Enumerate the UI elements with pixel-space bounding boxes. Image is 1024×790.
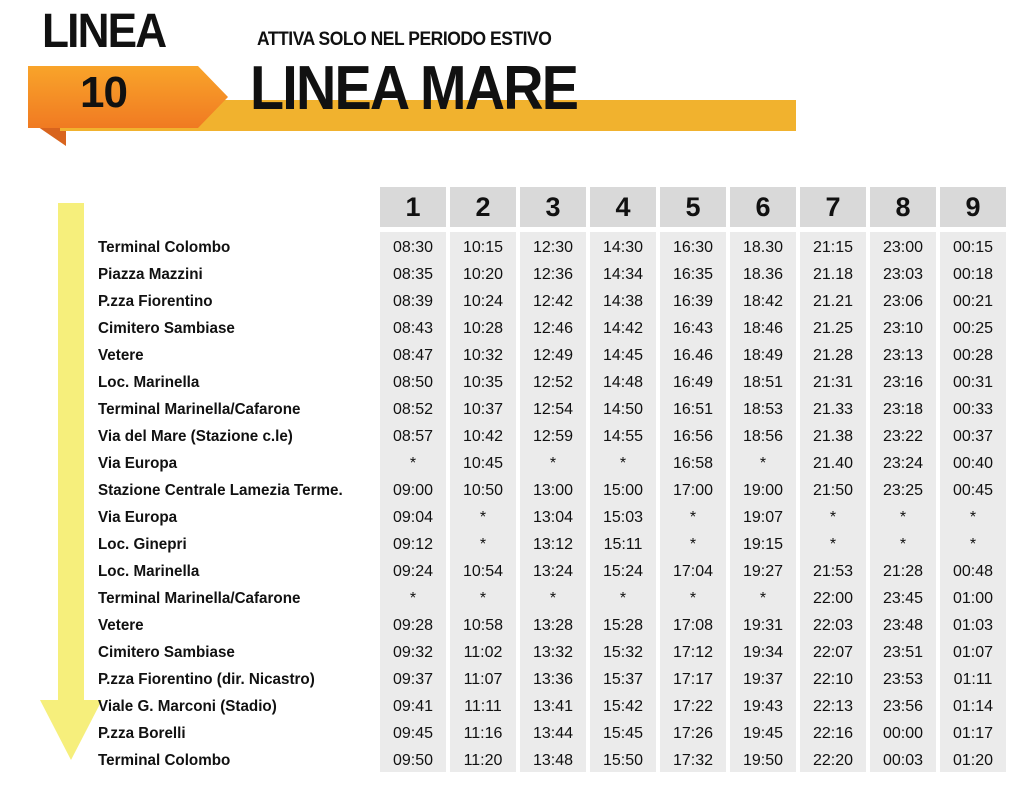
stop-name: Loc. Ginepri (98, 536, 187, 553)
time-cell: 21.40 (812, 455, 854, 472)
time-cell: 00:33 (952, 401, 994, 418)
time-cell: 15:37 (602, 671, 644, 688)
time-cell: 08:57 (392, 428, 434, 445)
time-cell: 09:32 (392, 644, 434, 661)
time-cell: 23:16 (882, 374, 924, 391)
time-cell: 18:42 (742, 293, 784, 310)
time-cell: * (409, 455, 417, 472)
time-cell: 19:50 (742, 752, 784, 769)
time-cell: 19:43 (742, 698, 784, 715)
time-cell: 15:03 (602, 509, 644, 526)
time-cell: 14:50 (602, 401, 644, 418)
time-cell: 13:04 (532, 509, 574, 526)
run-number: 1 (380, 187, 446, 227)
time-cell: 12:42 (532, 293, 574, 310)
time-cell: 18:51 (742, 374, 784, 391)
time-cell: 00:25 (952, 320, 994, 337)
time-cell: 22:10 (812, 671, 854, 688)
time-cell: 18.36 (742, 266, 784, 283)
time-cell: * (759, 455, 767, 472)
run-number: 8 (870, 187, 936, 227)
run-column (800, 187, 866, 772)
time-cell: 15:45 (602, 725, 644, 742)
time-cell: 13:12 (532, 536, 574, 553)
time-cell: 01:14 (952, 698, 994, 715)
time-cell: 21.28 (812, 347, 854, 364)
time-cell: 21:31 (812, 374, 854, 391)
time-cell: 21.18 (812, 266, 854, 283)
time-cell: * (899, 509, 907, 526)
time-cell: 08:50 (392, 374, 434, 391)
time-cell: 17:26 (672, 725, 714, 742)
time-cell: 19:34 (742, 644, 784, 661)
time-cell: 12:52 (532, 374, 574, 391)
run-number: 2 (450, 187, 516, 227)
stop-name: Via del Mare (Stazione c.le) (98, 428, 293, 445)
stop-name: Cimitero Sambiase (98, 320, 235, 337)
time-cell: 22:03 (812, 617, 854, 634)
time-cell: 15:24 (602, 563, 644, 580)
time-cell: 11:11 (464, 698, 502, 715)
time-cell: 14:30 (602, 239, 644, 256)
time-cell: 10:37 (462, 401, 504, 418)
time-cell: 15:50 (602, 752, 644, 769)
time-cell: 15:42 (602, 698, 644, 715)
time-cell: 10:15 (462, 239, 504, 256)
time-cell: 18:49 (742, 347, 784, 364)
time-cell: * (619, 590, 627, 607)
time-cell: 22:13 (812, 698, 854, 715)
time-cell: 11:20 (463, 752, 503, 769)
time-cell: 01:17 (952, 725, 994, 742)
time-cell: 09:12 (392, 536, 434, 553)
time-cell: 16:39 (672, 293, 714, 310)
direction-arrowhead-icon (40, 700, 102, 760)
run-times (730, 232, 796, 772)
run-column (380, 187, 446, 772)
stop-name: P.zza Fiorentino (dir. Nicastro) (98, 671, 315, 688)
time-cell: 10:20 (462, 266, 504, 283)
time-cell: 16:30 (672, 239, 714, 256)
linea-label: LINEA (42, 5, 166, 58)
time-cell: 17:08 (672, 617, 714, 634)
time-cell: 16:58 (672, 455, 714, 472)
stop-name: Terminal Colombo (98, 752, 231, 769)
time-cell: * (409, 590, 417, 607)
time-cell: 19:27 (742, 563, 784, 580)
time-cell: 00:28 (952, 347, 994, 364)
time-cell: 16:51 (672, 401, 714, 418)
time-cell: 16:43 (672, 320, 714, 337)
time-cell: 10:32 (462, 347, 504, 364)
time-cell: 17:17 (672, 671, 714, 688)
time-cell: 10:28 (462, 320, 504, 337)
time-cell: 01:00 (952, 590, 994, 607)
time-cell: 08:47 (392, 347, 434, 364)
line-number-ribbon (28, 66, 228, 128)
time-cell: 00:21 (952, 293, 994, 310)
time-cell: 11:16 (463, 725, 503, 742)
time-cell: 16.46 (672, 347, 714, 364)
time-cell: * (479, 590, 487, 607)
time-cell: 21:53 (812, 563, 854, 580)
time-cell: 19:15 (742, 536, 784, 553)
time-cell: 18.30 (742, 239, 784, 256)
time-cell: 08:39 (392, 293, 434, 310)
time-cell: 01:03 (952, 617, 994, 634)
time-cell: 08:30 (392, 239, 434, 256)
time-cell: 10:50 (462, 482, 504, 499)
time-cell: 18:53 (742, 401, 784, 418)
time-cell: 23:56 (882, 698, 924, 715)
time-cell: 12:54 (532, 401, 574, 418)
stop-name: Terminal Marinella/Cafarone (98, 401, 301, 418)
time-cell: 13:48 (532, 752, 574, 769)
time-cell: 23:53 (882, 671, 924, 688)
time-cell: 23:03 (882, 266, 924, 283)
time-cell: 12:59 (532, 428, 574, 445)
time-cell: 19:31 (742, 617, 784, 634)
time-cell: 22:16 (812, 725, 854, 742)
time-cell: 11:02 (463, 644, 503, 661)
stop-name: Stazione Centrale Lamezia Terme. (98, 482, 343, 499)
time-cell: 19:07 (742, 509, 784, 526)
time-cell: 00:31 (952, 374, 994, 391)
run-number: 3 (520, 187, 586, 227)
time-cell: 09:04 (392, 509, 434, 526)
time-cell: 08:35 (392, 266, 434, 283)
time-cell: 14:42 (602, 320, 644, 337)
time-cell: 21.25 (812, 320, 854, 337)
time-cell: * (899, 536, 907, 553)
time-cell: 23:45 (882, 590, 924, 607)
time-cell: 12:36 (532, 266, 574, 283)
time-cell: 13:00 (532, 482, 574, 499)
time-cell: * (689, 509, 697, 526)
time-cell: 08:52 (392, 401, 434, 418)
run-times (940, 232, 1006, 772)
time-cell: 22:07 (812, 644, 854, 661)
time-cell: * (479, 509, 487, 526)
time-cell: * (969, 509, 977, 526)
time-cell: 23:10 (882, 320, 924, 337)
time-cell: 18:56 (742, 428, 784, 445)
time-cell: 10:45 (462, 455, 504, 472)
stop-name: Vetere (98, 617, 144, 634)
time-cell: 19:00 (742, 482, 784, 499)
run-times (590, 232, 656, 772)
time-cell: 14:38 (602, 293, 644, 310)
time-cell: 00:15 (952, 239, 994, 256)
time-cell: 23:00 (882, 239, 924, 256)
time-cell: 14:48 (602, 374, 644, 391)
time-cell: * (549, 590, 557, 607)
line-number: 10 (80, 68, 127, 117)
time-cell: 12:49 (532, 347, 574, 364)
time-cell: 10:24 (462, 293, 504, 310)
time-cell: 23:51 (882, 644, 924, 661)
run-column (870, 187, 936, 772)
time-cell: 21.21 (812, 293, 854, 310)
time-cell: 17:04 (672, 563, 714, 580)
run-number: 7 (800, 187, 866, 227)
stop-name: Loc. Marinella (98, 563, 200, 580)
stop-name: Viale G. Marconi (Stadio) (98, 698, 277, 715)
time-cell: 18:46 (742, 320, 784, 337)
time-cell: 17:12 (672, 644, 714, 661)
time-cell: 14:55 (602, 428, 644, 445)
time-cell: 21:28 (882, 563, 924, 580)
time-cell: 17:00 (672, 482, 714, 499)
time-cell: * (969, 536, 977, 553)
time-cell: 21.33 (812, 401, 854, 418)
time-cell: 15:11 (603, 536, 643, 553)
run-number: 5 (660, 187, 726, 227)
time-cell: 00:40 (952, 455, 994, 472)
time-cell: 14:45 (602, 347, 644, 364)
run-times (450, 232, 516, 772)
time-cell: 14:34 (602, 266, 644, 283)
stop-name: Piazza Mazzini (98, 266, 203, 283)
time-cell: 09:00 (392, 482, 434, 499)
time-cell: 00:00 (882, 725, 924, 742)
time-cell: 09:45 (392, 725, 434, 742)
time-cell: 09:37 (392, 671, 434, 688)
stop-name: Cimitero Sambiase (98, 644, 235, 661)
time-cell: * (689, 536, 697, 553)
time-cell: 16:56 (672, 428, 714, 445)
time-cell: 09:28 (392, 617, 434, 634)
time-cell: 19:37 (742, 671, 784, 688)
subtitle: ATTIVA SOLO NEL PERIODO ESTIVO (257, 29, 552, 50)
time-cell: 10:54 (462, 563, 504, 580)
time-cell: * (829, 509, 837, 526)
time-cell: 01:11 (953, 671, 993, 688)
time-cell: 21:50 (812, 482, 854, 499)
stop-name: P.zza Fiorentino (98, 293, 213, 310)
page-title: LINEA MARE (250, 54, 578, 123)
run-times (870, 232, 936, 772)
time-cell: 23:06 (882, 293, 924, 310)
run-times (800, 232, 866, 772)
direction-arrow-icon (58, 203, 84, 703)
run-times (660, 232, 726, 772)
run-times (380, 232, 446, 772)
stop-name: Terminal Colombo (98, 239, 231, 256)
run-column (450, 187, 516, 772)
time-cell: 13:41 (532, 698, 574, 715)
stop-name: Via Europa (98, 509, 178, 526)
time-cell: 00:03 (882, 752, 924, 769)
time-cell: 23:24 (882, 455, 924, 472)
time-cell: 11:07 (463, 671, 503, 688)
time-cell: 23:25 (882, 482, 924, 499)
stop-name: Terminal Marinella/Cafarone (98, 590, 301, 607)
run-number: 6 (730, 187, 796, 227)
time-cell: 15:28 (602, 617, 644, 634)
time-cell: 00:18 (952, 266, 994, 283)
stop-name: Loc. Marinella (98, 374, 200, 391)
time-cell: 15:32 (602, 644, 644, 661)
time-cell: 13:24 (532, 563, 574, 580)
run-number: 4 (590, 187, 656, 227)
time-cell: * (829, 536, 837, 553)
time-cell: 15:00 (602, 482, 644, 499)
time-cell: * (479, 536, 487, 553)
run-column (730, 187, 796, 772)
run-times (520, 232, 586, 772)
time-cell: 13:28 (532, 617, 574, 634)
time-cell: 23:22 (882, 428, 924, 445)
time-cell: 00:48 (952, 563, 994, 580)
time-cell: 09:24 (392, 563, 434, 580)
time-cell: 13:44 (532, 725, 574, 742)
run-column (660, 187, 726, 772)
stop-name: Via Europa (98, 455, 178, 472)
time-cell: 23:48 (882, 617, 924, 634)
time-cell: 10:58 (462, 617, 504, 634)
time-cell: 09:41 (392, 698, 434, 715)
stop-name: P.zza Borelli (98, 725, 186, 742)
stop-name: Vetere (98, 347, 144, 364)
time-cell: * (549, 455, 557, 472)
time-cell: 00:45 (952, 482, 994, 499)
time-cell: 00:37 (952, 428, 994, 445)
time-cell: 13:32 (532, 644, 574, 661)
time-cell: 10:42 (462, 428, 504, 445)
time-cell: * (759, 590, 767, 607)
time-cell: 21.38 (812, 428, 854, 445)
run-column (590, 187, 656, 772)
time-cell: 17:32 (672, 752, 714, 769)
time-cell: 16:35 (672, 266, 714, 283)
run-number: 9 (940, 187, 1006, 227)
time-cell: 01:07 (952, 644, 994, 661)
time-cell: 23:13 (882, 347, 924, 364)
time-cell: 10:35 (462, 374, 504, 391)
time-cell: 16:49 (672, 374, 714, 391)
time-cell: 09:50 (392, 752, 434, 769)
time-cell: 08:43 (392, 320, 434, 337)
time-cell: 12:46 (532, 320, 574, 337)
time-cell: 01:20 (952, 752, 994, 769)
run-column (940, 187, 1006, 772)
time-cell: 17:22 (672, 698, 714, 715)
time-cell: * (619, 455, 627, 472)
time-cell: 19:45 (742, 725, 784, 742)
time-cell: 22:20 (812, 752, 854, 769)
run-column (520, 187, 586, 772)
time-cell: 21:15 (812, 239, 854, 256)
time-cell: 23:18 (882, 401, 924, 418)
time-cell: 12:30 (532, 239, 574, 256)
time-cell: 13:36 (532, 671, 574, 688)
time-cell: 22:00 (812, 590, 854, 607)
time-cell: * (689, 590, 697, 607)
